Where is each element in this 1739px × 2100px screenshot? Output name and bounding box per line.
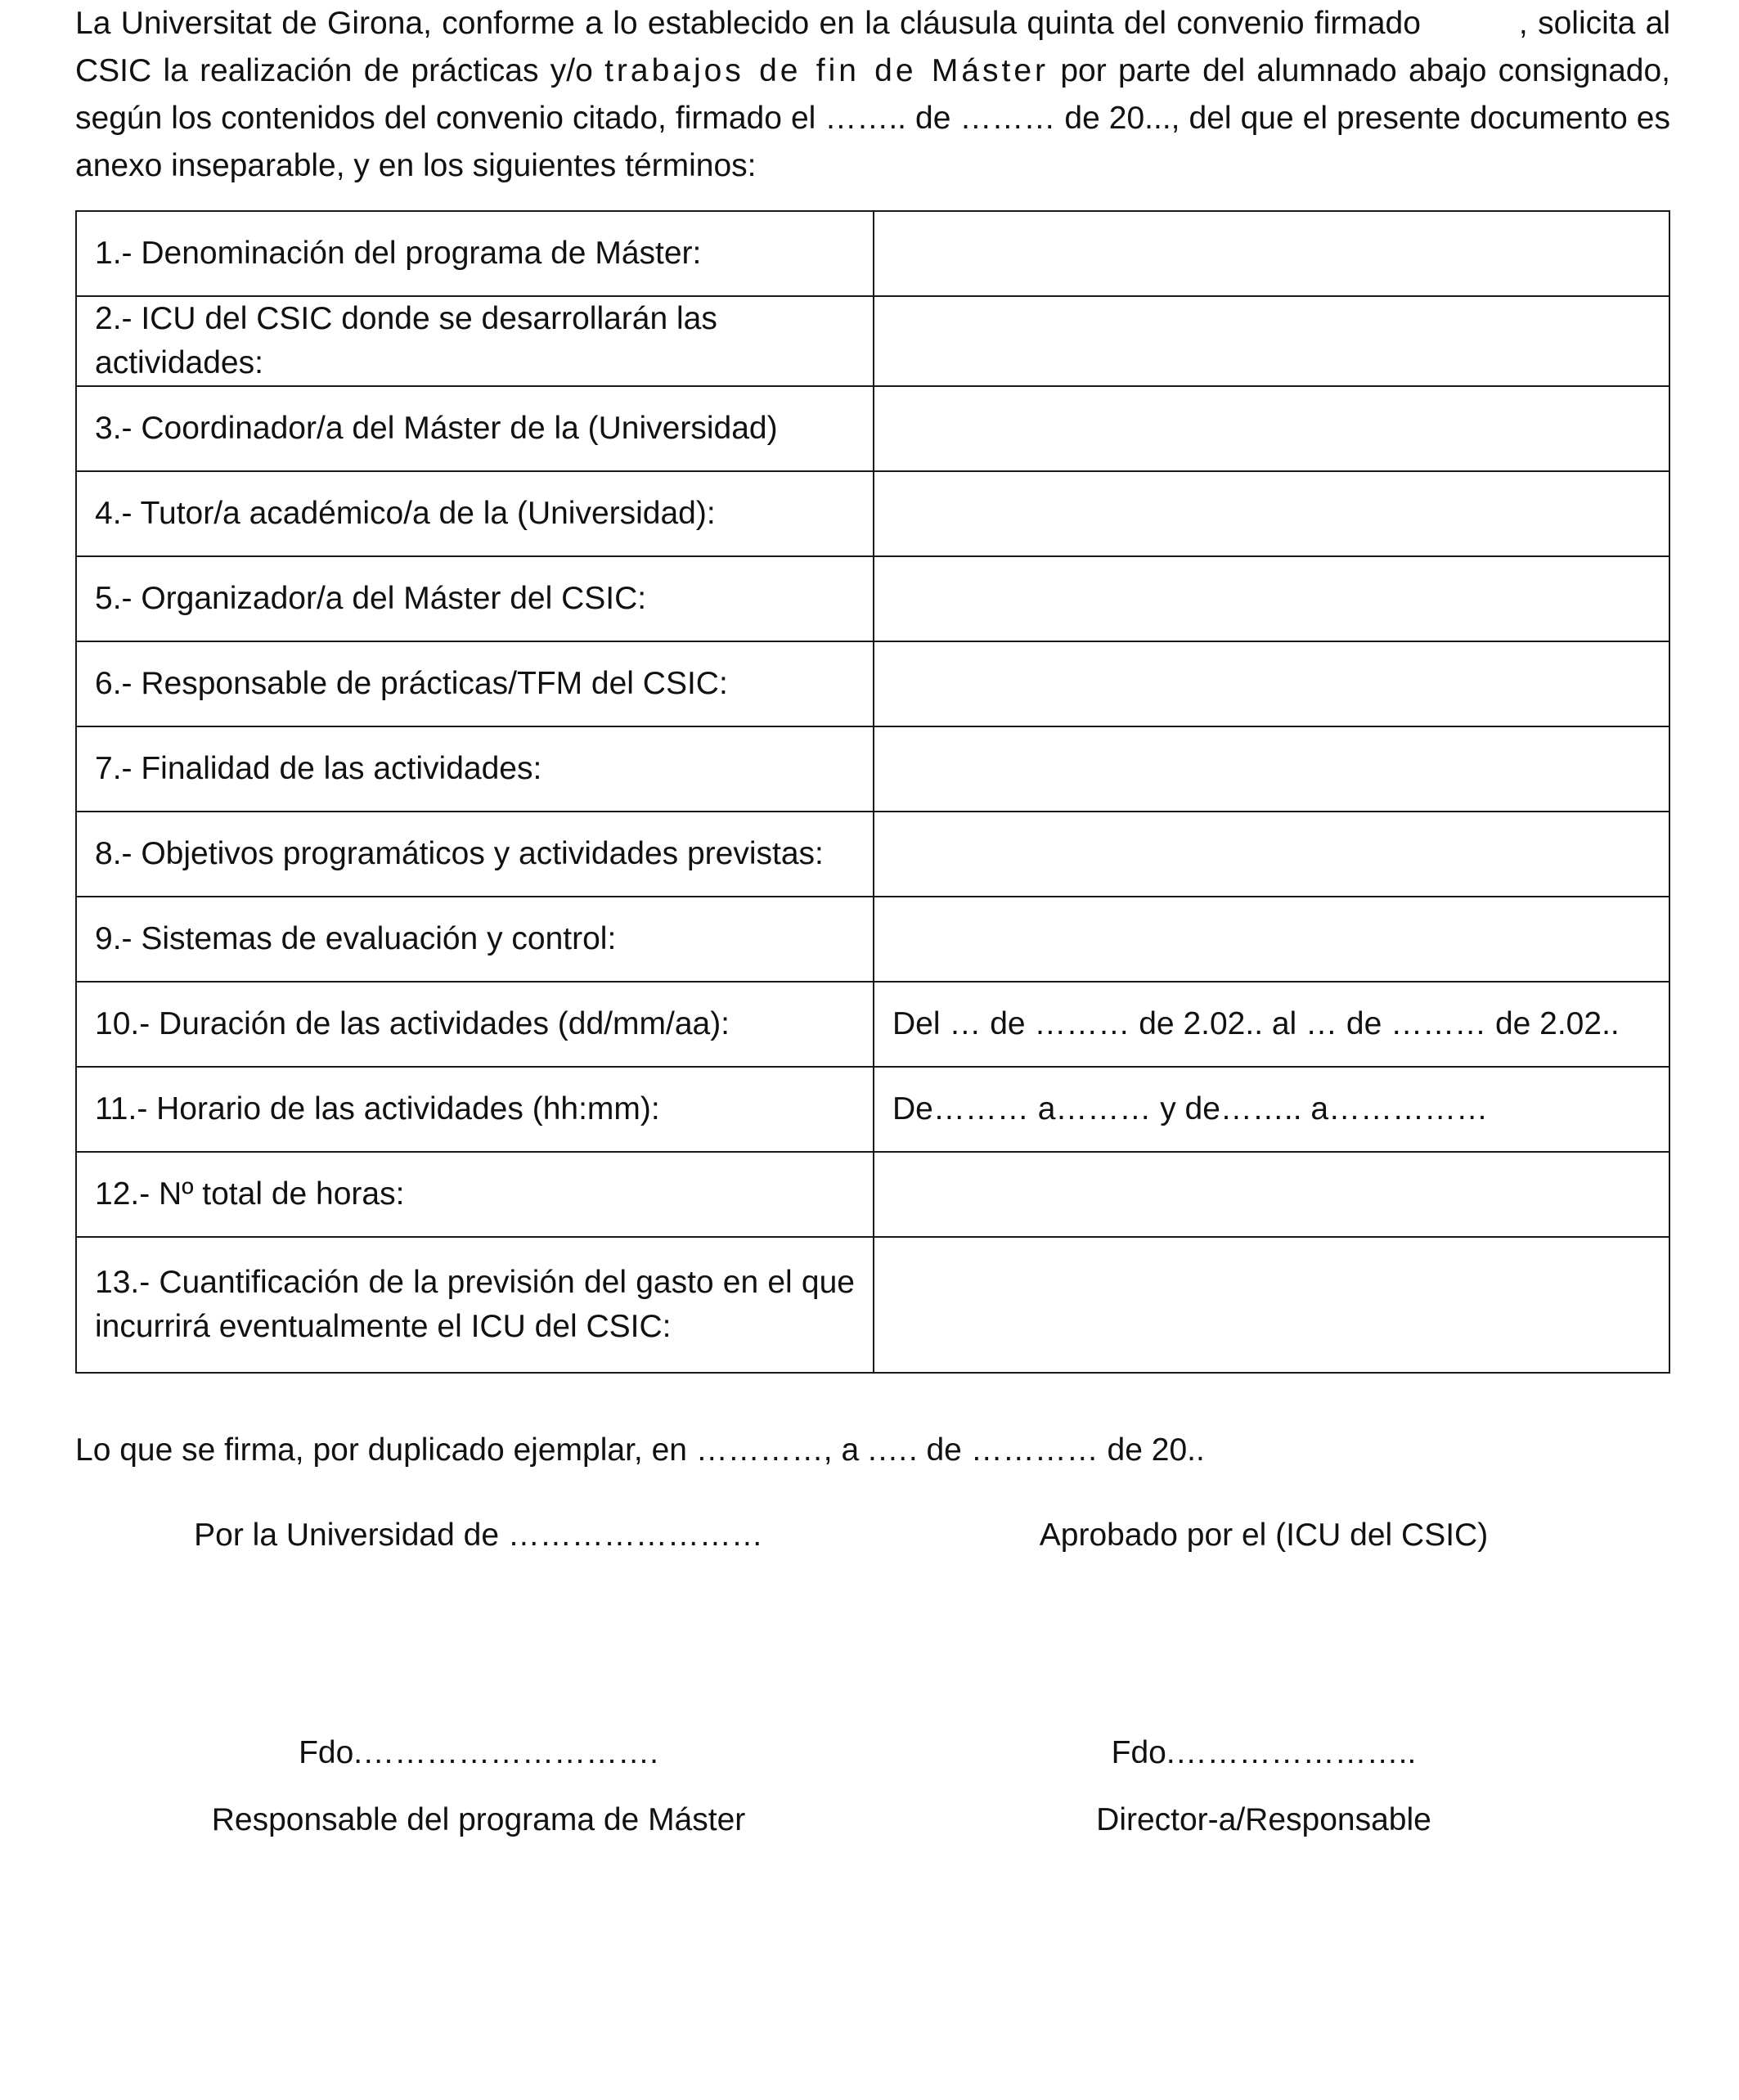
right-signature-heading: Aprobado por el (ICU del CSIC)	[1039, 1518, 1489, 1553]
row-label: 4.- Tutor/a académico/a de la (Universidad):	[76, 471, 874, 556]
row-label: 2.- ICU del CSIC donde se desarrollarán las actividades:	[76, 296, 874, 386]
table-row	[76, 1152, 1669, 1237]
right-signer-role: Director-a/Responsable	[1096, 1802, 1431, 1837]
row-value-field[interactable]	[874, 812, 1669, 897]
row-value-field[interactable]	[874, 1152, 1669, 1237]
table-row	[76, 897, 1669, 982]
intro-spaced-text: trabajos de fin de Máster	[604, 53, 1049, 88]
row-label: 7.- Finalidad de las actividades:	[76, 726, 874, 812]
intro-part-3: por parte del alumnado abajo consignado, según los contenidos del convenio citado, firmado el …….. de ……… de 20..., del que el presente documento es anexo inseparable, y en los siguientes términos:	[75, 53, 1671, 183]
row-label: 5.- Organizador/a del Máster del CSIC:	[76, 556, 874, 641]
table-row	[76, 556, 1669, 641]
row-value-field[interactable]	[874, 211, 1669, 296]
table-row	[76, 812, 1669, 897]
left-signature-heading: Por la Universidad de ……………………	[194, 1518, 763, 1553]
intro-part-1: La Universitat de Girona, conforme a lo establecido en la cláusula quinta del convenio firmado	[75, 6, 1421, 41]
right-signature-line: Fdo.…………………..	[1111, 1735, 1417, 1770]
row-value-field[interactable]	[874, 897, 1669, 982]
left-signature-line: Fdo.……………………….	[299, 1735, 658, 1770]
row-label: 13.- Cuantificación de la previsión del gasto en el que incurrirá eventualmente el ICU del CSIC:	[76, 1237, 874, 1373]
left-signer-role: Responsable del programa de Máster	[211, 1802, 746, 1837]
row-label: 10.- Duración de las actividades (dd/mm/aa):	[76, 982, 874, 1067]
schedule-field[interactable]: De……… a……… y de…….. a……………	[874, 1067, 1669, 1152]
row-value-field[interactable]	[874, 471, 1669, 556]
table-row	[76, 1067, 1669, 1152]
row-value-field[interactable]	[874, 641, 1669, 726]
closing-statement: Lo que se firma, por duplicado ejemplar, en …………, a .…. de ………… de 20..	[75, 1432, 1205, 1468]
table-row	[76, 641, 1669, 726]
table-row	[76, 296, 1669, 386]
row-label: 3.- Coordinador/a del Máster de la (Universidad)	[76, 386, 874, 471]
row-value-field[interactable]	[874, 726, 1669, 812]
duration-field[interactable]: Del … de ……… de 2.02.. al … de ……… de 2.02..	[874, 982, 1669, 1067]
row-value-field[interactable]	[874, 296, 1669, 386]
row-value-field[interactable]	[874, 556, 1669, 641]
table-row	[76, 211, 1669, 296]
row-label: 9.- Sistemas de evaluación y control:	[76, 897, 874, 982]
row-label: 12.- Nº total de horas:	[76, 1152, 874, 1237]
table-row	[76, 726, 1669, 812]
terms-table	[75, 210, 1670, 1374]
row-label: 11.- Horario de las actividades (hh:mm):	[76, 1067, 874, 1152]
row-value-field[interactable]	[874, 386, 1669, 471]
table-row	[76, 471, 1669, 556]
intro-paragraph	[75, 0, 1670, 190]
table-row	[76, 982, 1669, 1067]
table-row	[76, 386, 1669, 471]
intro-part-2: , solicita al CSIC la realización de prácticas y/o	[75, 6, 1670, 88]
row-value-field[interactable]	[874, 1237, 1669, 1373]
table-row	[76, 1237, 1669, 1373]
row-label: 6.- Responsable de prácticas/TFM del CSIC:	[76, 641, 874, 726]
row-label: 1.- Denominación del programa de Máster:	[76, 211, 874, 296]
row-label: 8.- Objetivos programáticos y actividades previstas:	[76, 812, 874, 897]
